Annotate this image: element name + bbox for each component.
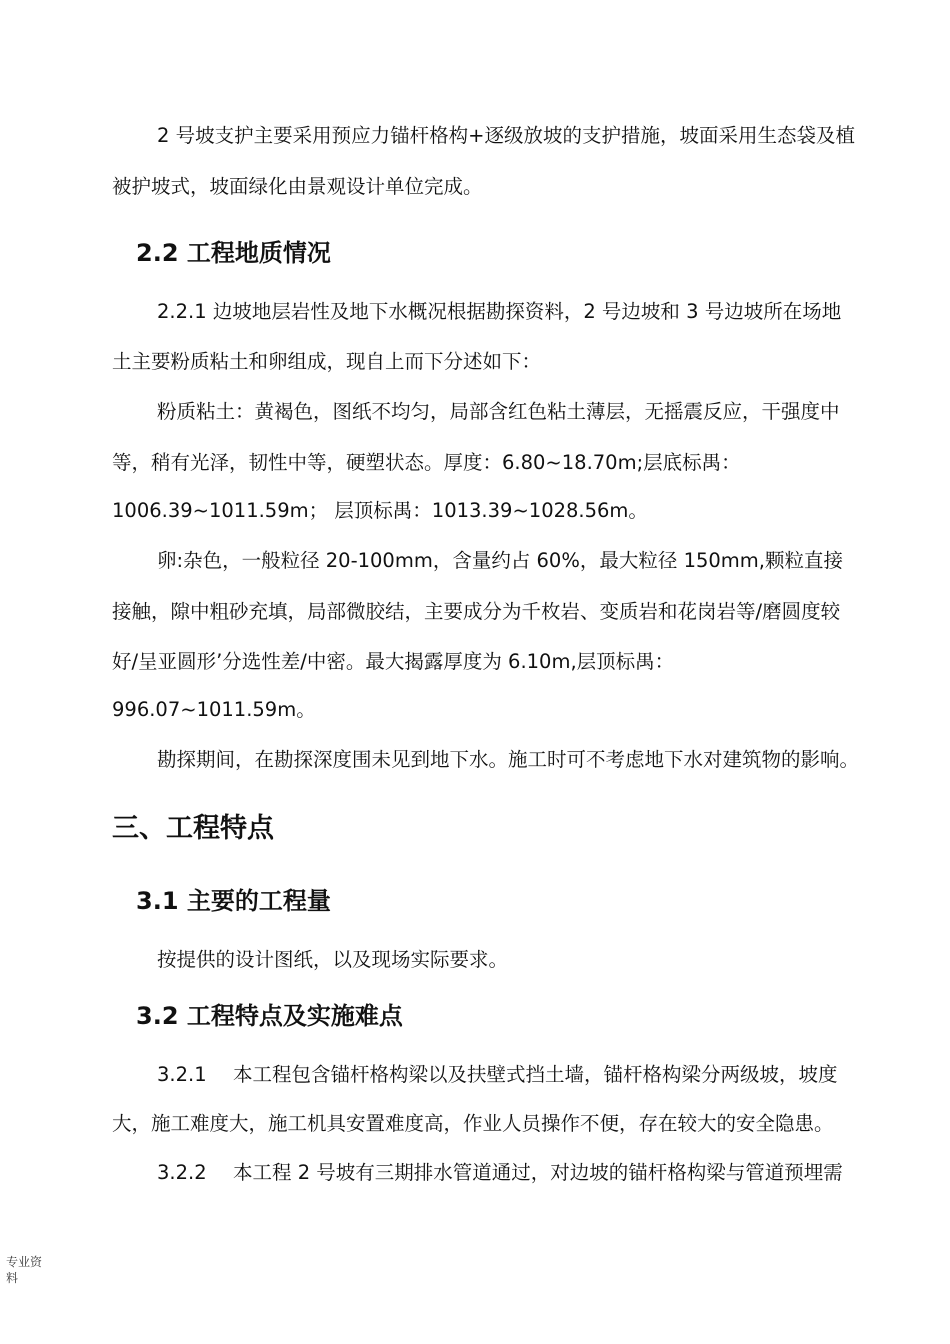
paragraph-line: 2 号坡支护主要采用预应力锚杆格构+逐级放坡的支护措施，坡面采用生态袋及植	[157, 124, 855, 147]
item-text: 本工程 2 号坡有三期排水管道通过，对边坡的锚杆格构梁与管道预埋需	[233, 1161, 843, 1184]
paragraph-line: 勘探期间，在勘探深度围未见到地下水。施工时可不考虑地下水对建筑物的影响。	[157, 748, 860, 771]
item-text: 本工程包含锚杆格构梁以及扶壁式挡土墙，锚杆格构梁分两级坡，坡度	[233, 1063, 838, 1086]
section-heading-3-1: 3.1 主要的工程量	[136, 887, 331, 915]
item-number: 3.2.1	[157, 1063, 207, 1086]
section-heading-3-2: 3.2 工程特点及实施难点	[136, 1002, 403, 1030]
paragraph-line: 996.07~1011.59m。	[112, 698, 316, 721]
item-number: 3.2.2	[157, 1161, 207, 1184]
paragraph-line: 好/呈亚圆形’分选性差/中密。最大揭露厚度为 6.10m,层顶标禺：	[112, 650, 675, 673]
paragraph-line: 2.2.1 边坡地层岩性及地下水概况根据勘探资料，2 号边坡和 3 号边坡所在场地	[157, 300, 842, 323]
paragraph-line: 1006.39~1011.59m； 层顶标禺：1013.39~1028.56m。	[112, 499, 648, 522]
paragraph-line	[157, 1161, 843, 1185]
paragraph-line: 按提供的设计图纸，以及现场实际要求。	[157, 948, 509, 971]
paragraph-line: 卵:杂色，一般粒径 20-100mm，含量约占 60%，最大粒径 150mm,颗粒直接	[157, 549, 843, 572]
chapter-heading-3: 三、工程特点	[112, 813, 274, 844]
paragraph-line: 土主要粉质粘土和卵组成，现自上而下分述如下：	[112, 350, 542, 373]
paragraph-line: 接触，隙中粗砂充填，局部微胶结，主要成分为千枚岩、变质岩和花岗岩等/磨圆度较	[112, 600, 841, 623]
paragraph-line: 被护坡式，坡面绿化由景观设计单位完成。	[112, 175, 483, 198]
paragraph-line: 等，稍有光泽，韧性中等，硬塑状态。厚度：6.80~18.70m;层底标禺：	[112, 451, 741, 474]
section-heading-2-2: 2.2 工程地质情况	[136, 239, 331, 267]
paragraph-line: 大，施工难度大，施工机具安置难度高，作业人员操作不便，存在较大的安全隐患。	[112, 1112, 834, 1135]
paragraph-line	[157, 1063, 838, 1087]
paragraph-line: 粉质粘土：黄褐色，图纸不均匀，局部含红色粘土薄层，无摇震反应，干强度中	[157, 400, 840, 423]
footer-label: 专业资料	[6, 1255, 43, 1285]
